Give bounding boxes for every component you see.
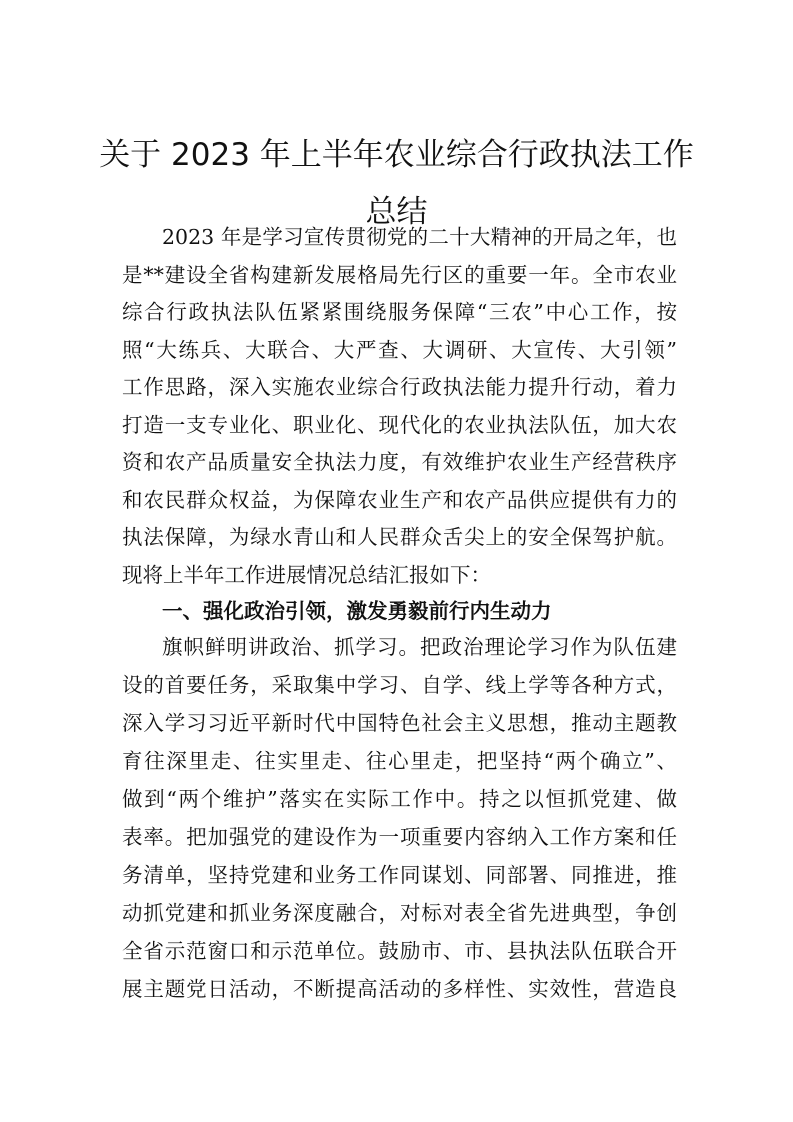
section-heading: 一、强化政治引领，激发勇毅前行内生动力 [162,599,552,623]
text-line: 资和农产品质量安全执法力度，有效维护农业生产经营秩序 [122,450,677,474]
text-line: 工作思路，深入实施农业综合行政执法能力提升行动，着力 [122,375,677,399]
text-line: 展主题党日活动，不断提高活动的多样性、实效性，营造良 [122,977,677,1001]
text-line: 育往深里走、往实里走、往心里走，把坚持“两个确立”、 [122,749,677,773]
text-line: 做到“两个维护”落实在实际工作中。持之以恒抓党建、做 [122,787,677,811]
text-line: 表率。把加强党的建设作为一项重要内容纳入工作方案和任 [122,825,677,849]
document-title-line-2: 总结 [365,194,428,230]
text-line: 务清单，坚持党建和业务工作同谋划、同部署、同推进，推 [122,863,677,887]
text-line: 照“大练兵、大联合、大严查、大调研、大宣传、大引领” [122,338,677,362]
text-line: 设的首要任务，采取集中学习、自学、线上学等各种方式， [122,673,677,697]
text-line: 全省示范窗口和示范单位。鼓励市、市、县执法队伍联合开 [122,939,677,963]
text-line: 是**建设全省构建新发展格局先行区的重要一年。全市农业 [122,263,677,287]
text-line: 打造一支专业化、职业化、现代化的农业执法队伍，加大农 [122,413,677,437]
text-line: 2023 年是学习宣传贯彻党的二十大精神的开局之年，也 [162,225,677,249]
text-line: 和农民群众权益，为保障农业生产和农产品供应提供有力的 [122,488,677,512]
text-line: 深入学习习近平新时代中国特色社会主义思想，推动主题教 [122,711,677,735]
text-line: 现将上半年工作进展情况总结汇报如下： [122,563,491,587]
text-line: 旗帜鲜明讲政治、抓学习。把政治理论学习作为队伍建 [162,635,677,659]
text-line: 综合行政执法队伍紧紧围绕服务保障“三农”中心工作，按 [122,300,677,324]
document-title-line-1: 关于 2023 年上半年农业综合行政执法工作 [99,137,694,173]
text-line: 动抓党建和抓业务深度融合，对标对表全省先进典型，争创 [122,901,677,925]
text-line: 执法保障，为绿水青山和人民群众舌尖上的安全保驾护航。 [122,525,677,549]
